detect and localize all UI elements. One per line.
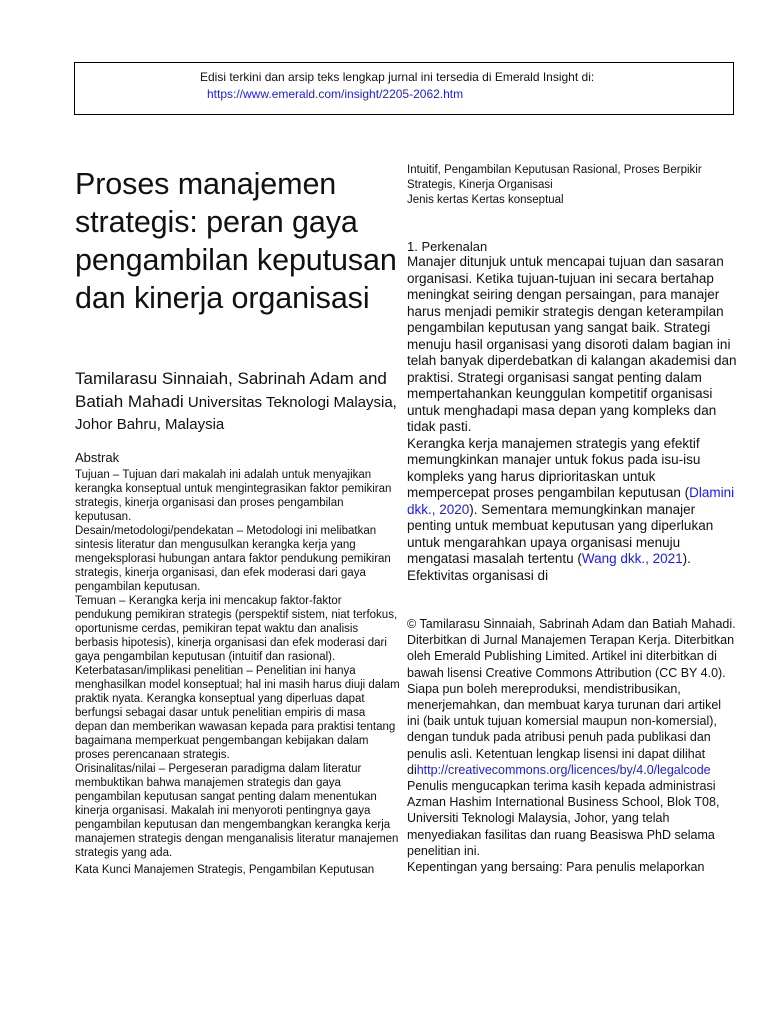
paper-type: Jenis kertas Kertas konseptual [407, 194, 564, 206]
citation-wang[interactable]: Wang dkk., 2021 [581, 551, 683, 566]
introduction-body [407, 254, 737, 584]
competing-interests: Kepentingan yang bersaing: Para penulis melaporkan [407, 860, 705, 875]
license-text [407, 616, 737, 778]
abstract-purpose: Tujuan – Tujuan dari makalah ini adalah untuk menyajikan kerangka konseptual untuk mengintegrasikan faktor pemikiran strategis, kinerja organisasi dan proses pengambilan keputusan. [75, 469, 392, 523]
abstract-limitations: Keterbatasan/implikasi penelitian – Penelitian ini hanya menghasilkan model konseptual; hal ini masih harus diuji dalam praktik nyata. Kerangka konseptual yang diperluas dapat berfungsi sebagai dasar untuk penelitian empiris di masa depan dan memberikan wawasan kepada para praktisi tentang bagaimana memperkuat pengembangan kebijakan dalam proses perencanaan strategis. [75, 665, 400, 761]
intro-paragraph-1: Manajer ditunjuk untuk mencapai tujuan dan sasaran organisasi. Ketika tujuan-tujuan ini secara bertahap meningkat seiring dengan persaingan, para manajer harus menjadi pemikir strategis dengan keterampilan pengambilan keputusan yang sangat baik. Strategi menuju hasil organisasi yang disoroti dalam bagian ini telah banyak diperdebatkan di kalangan akademisi dan praktisi. Strategi organisasi sangat penting dalam mempertahankan keunggulan kompetitif organisasi untuk menghadapi masa depan yang kompleks dan tidak pasti. [407, 254, 737, 434]
license-link[interactable]: http://creativecommons.org/licences/by/4.0/legalcode [416, 762, 711, 777]
journal-notice-text: Edisi terkini dan arsip teks lengkap jurnal ini tersedia di Emerald Insight di: [200, 70, 595, 84]
abstract-originality: Orisinalitas/nilai – Pergeseran paradigma dalam literatur membuktikan bahwa manajemen strategis dan gaya pengambilan keputusan sangat penting dalam menentukan kinerja organisasi. Makalah ini menyoroti pentingnya gaya pengambilan keputusan dan mengembangkan kerangka kerja manajemen strategis dengan menganalisis literatur manajemen strategis yang ada. [75, 763, 399, 859]
abstract-findings: Temuan – Kerangka kerja ini mencakup faktor-faktor pendukung pemikiran strategis (perspektif sistem, niat terfokus, oportunisme cerdas, pemikiran tepat waktu dan analisis berbasis hipotesis), kinerja organisasi dan efek moderasi dari gaya pengambilan keputusan (intuitif dan rasional). [75, 595, 398, 663]
abstract-keywords: Kata Kunci Manajemen Strategis, Pengambilan Keputusan [75, 864, 375, 876]
author-names: Tamilarasu Sinnaiah, Sabrinah Adam and Batiah Mahadi [75, 369, 387, 411]
journal-notice-box [74, 62, 734, 115]
introduction-heading: 1. Perkenalan [407, 239, 488, 254]
journal-link[interactable]: https://www.emerald.com/insight/2205-2062.htm [207, 87, 464, 101]
article-title: Proses manajemen strategis: peran gaya pengambilan keputusan dan kinerja organisasi [75, 167, 397, 315]
abstract-body [75, 468, 400, 877]
abstract-design: Desain/metodologi/pendekatan – Metodologi ini melibatkan sintesis literatur dan mengusulkan kerangka kerja yang mengeksplorasi hubungan antara faktor pendukung pemikiran strategis, kinerja organisasi, dan efek moderasi dari gaya pengambilan keputusan. [75, 525, 391, 593]
keywords-continued: Intuitif, Pengambilan Keputusan Rasional, Proses Berpikir Strategis, Kinerja Organisasi [407, 164, 702, 191]
license-statement: © Tamilarasu Sinnaiah, Sabrinah Adam dan Batiah Mahadi. Diterbitkan di Jurnal Manajemen Terapan Kerja. Diterbitkan oleh Emerald Publishing Limited. Artikel ini diterbitkan di bawah lisensi Creative Commons Attribution (CC BY 4.0). Siapa pun boleh mereproduksi, mendistribusikan, menerjemahkan, dan membuat karya turunan dari artikel ini (baik untuk tujuan komersial maupun non-komersial), dengan tunduk pada atribusi penuh pada publikasi dan penulis asli. Ketentuan lengkap lisensi ini dapat dilihat di [407, 617, 736, 777]
intro-paragraph-2 [407, 436, 737, 585]
author-affiliation: Universitas Teknologi Malaysia, Johor Bahru, Malaysia [75, 394, 397, 433]
intro-p2-text-b: ). Sementara memungkinkan manajer penting untuk membuat keputusan yang diperlukan untuk mengarahkan upaya organisasi menuju mengatasi masalah tertentu ( [407, 501, 714, 566]
authors-block [75, 368, 405, 436]
keywords-continued-block [407, 163, 737, 208]
acknowledgement: Penulis mengucapkan terima kasih kepada administrasi Azman Hashim International Business School, Blok T08, Universiti Teknologi Malaysia, Johor, yang telah menyediakan fasilitas dan ruang Beasiswa PhD selama penelitian ini. [407, 779, 720, 858]
license-footnote [407, 616, 737, 875]
intro-p2-text-a: Kerangka kerja manajemen strategis yang efektif memungkinkan manajer untuk fokus pada isu-isu kompleks yang harus diprioritaskan untuk mempercepat proses pengambilan keputusan ( [407, 435, 701, 500]
citation-dlamini[interactable]: Dlamini dkk., 2020 [407, 485, 735, 517]
intro-p2-text-c: ). Efektivitas organisasi di [407, 551, 691, 583]
abstract-heading: Abstrak [75, 450, 120, 465]
